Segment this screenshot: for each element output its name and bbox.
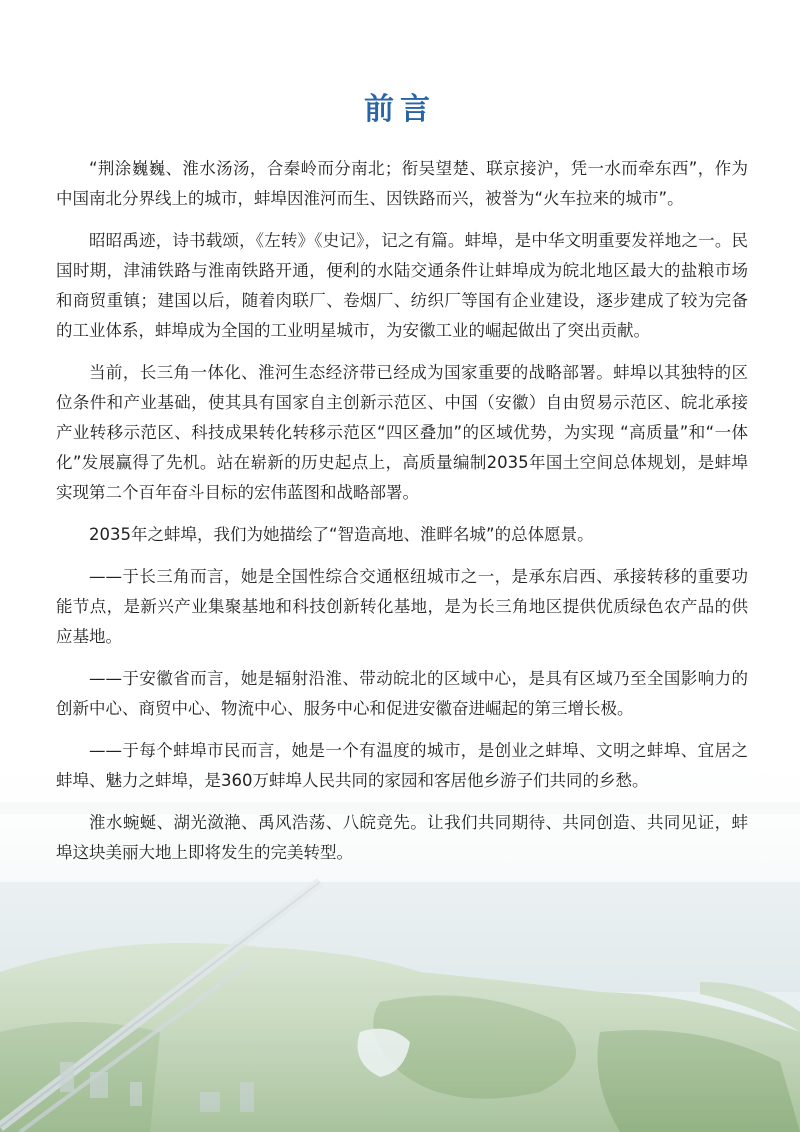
page-title: 前言 bbox=[364, 92, 436, 127]
paragraph-5: ——于长三角而言，她是全国性综合交通枢纽城市之一，是承东启西、承接转移的重要功能节点，是新兴产业集聚基地和科技创新转化基地，是为长三角地区提供优质绿色农产品的供应基地。 bbox=[56, 567, 748, 646]
paragraph-3: 当前，长三角一体化、淮河生态经济带已经成为国家重要的战略部署。蚌埠以其独特的区位条件和产业基础，使其具有国家自主创新示范区、中国（安徽）自由贸易示范区、皖北承接产业转移示范区、科技成果转化转移示范区“四区叠加”的区域优势，为实现 “高质量”和“一体化”发展赢得了先机。站在崭新的历史起点上，高质量编制2035年国土空间总体规划，是蚌埠实现第二个百年奋斗目标的宏伟蓝图和战略部署。 bbox=[56, 363, 748, 502]
paragraph-2: 昭昭禹迹，诗书载颂，《左转》《史记》，记之有篇。蚌埠，是中华文明重要发祥地之一。民国时期，津浦铁路与淮南铁路开通，便利的水陆交通条件让蚌埠成为皖北地区最大的盐粮市场和商贸重镇；建国以后，随着肉联厂、卷烟厂、纺织厂等国有企业建设，逐步建成了较为完备的工业体系，蚌埠成为全国的工业明星城市，为安徽工业的崛起做出了突出贡献。 bbox=[56, 231, 748, 340]
preface-body bbox=[56, 154, 748, 880]
paragraph-1: “荆涂巍巍、淮水汤汤，合秦岭而分南北；衔吴望楚、联京接沪，凭一水而牵东西”，作为中国南北分界线上的城市，蚌埠因淮河而生、因铁路而兴，被誉为“火车拉来的城市”。 bbox=[56, 159, 748, 208]
paragraph-8: 淮水蜿蜒、湖光潋滟、禹风浩荡、八皖竞先。让我们共同期待、共同创造、共同见证，蚌埠这块美丽大地上即将发生的完美转型。 bbox=[56, 813, 748, 862]
paragraph-7: ——于每个蚌埠市民而言，她是一个有温度的城市，是创业之蚌埠、文明之蚌埠、宜居之蚌埠、魅力之蚌埠，是360万蚌埠人民共同的家园和客居他乡游子们共同的乡愁。 bbox=[56, 741, 748, 790]
paragraph-6: ——于安徽省而言，她是辐射沿淮、带动皖北的区域中心，是具有区域乃至全国影响力的创新中心、商贸中心、物流中心、服务中心和促进安徽奋进崛起的第三增长极。 bbox=[56, 669, 748, 718]
paragraph-4: 2035年之蚌埠，我们为她描绘了“智造高地、淮畔名城”的总体愿景。 bbox=[89, 525, 594, 544]
